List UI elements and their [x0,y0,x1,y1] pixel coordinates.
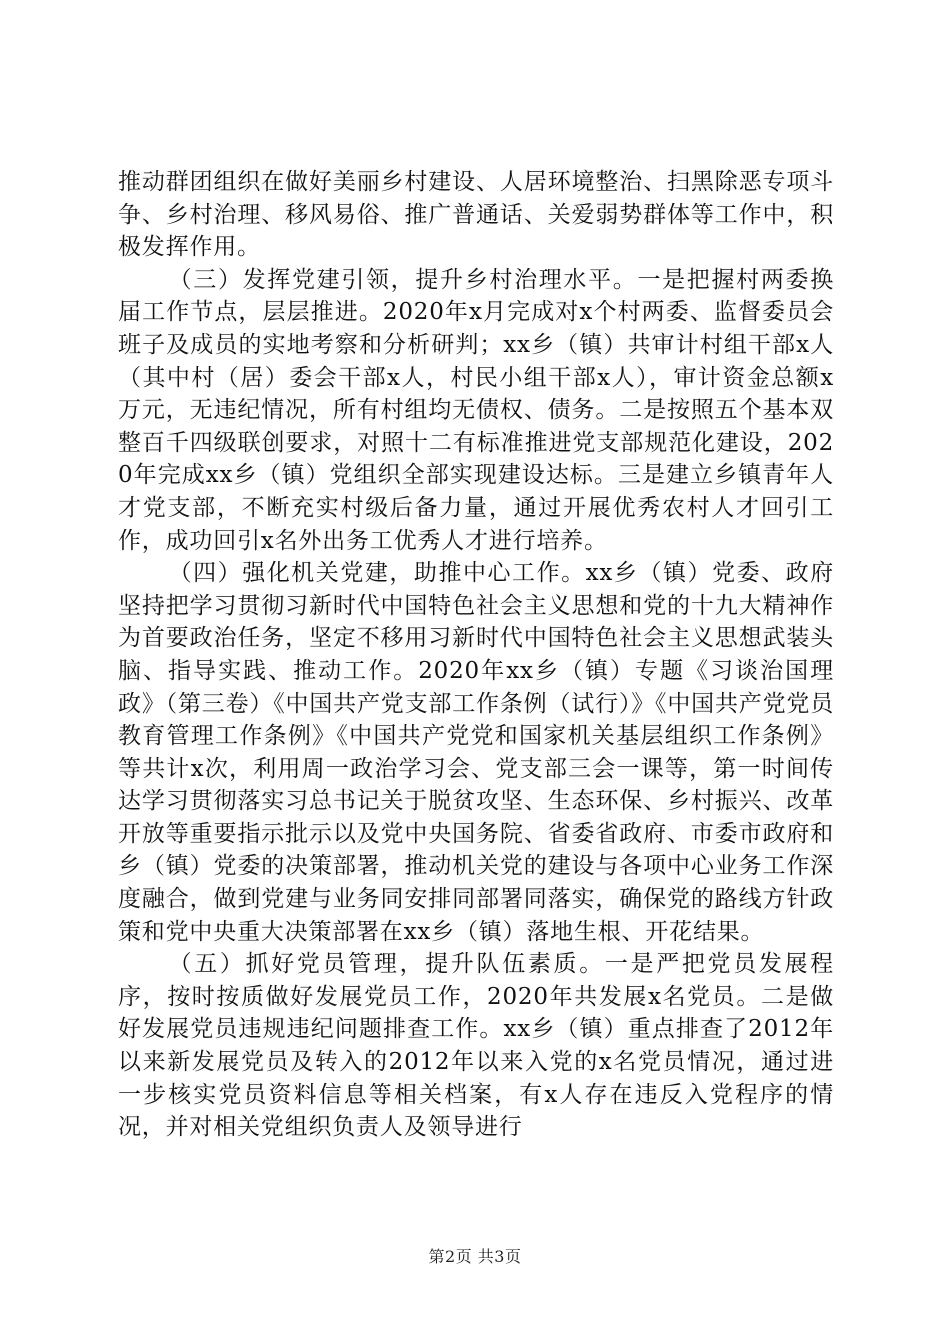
paragraph-2: （三）发挥党建引领，提升乡村治理水平。一是把握村两委换届工作节点，层层推进。2020年x月完成对x个村两委、监督委员会班子及成员的实地考察和分析研判；xx乡（镇）共审计村组干部x人（其中村（居）委会干部x人，村民小组干部x人），审计资金总额x万元，无违纪情况，所有村组均无债权、债务。二是按照五个基本双整百千四级联创要求，对照十二有标准推进党支部规范化建设，2020年完成xx乡（镇）党组织全部实现建设达标。三是建立乡镇青年人才党支部，不断充实村级后备力量，通过开展优秀农村人才回引工作，成功回引x名外出务工优秀人才进行培养。 [118,266,834,554]
paragraph-1: 推动群团组织在做好美丽乡村建设、人居环境整治、扫黑除恶专项斗争、乡村治理、移风易俗、推广普通话、关爱弱势群体等工作中，积极发挥作用。 [118,169,834,261]
document-body [118,166,834,1144]
paragraph-3: （四）强化机关党建，助推中心工作。xx乡（镇）党委、政府坚持把学习贯彻习新时代中国特色社会主义思想和党的十九大精神作为首要政治任务，坚定不移用习新时代中国特色社会主义思想武装头脑、指导实践、推动工作。2020年xx乡（镇）专题《习谈治国理政》（第三卷）《中国共产党支部工作条例（试行）》《中国共产党党员教育管理工作条例》《中国共产党党和国家机关基层组织工作条例》等共计x次，利用周一政治学习会、党支部三会一课等，第一时间传达学习贯彻落实习总书记关于脱贫攻坚、生态环保、乡村振兴、改革开放等重要指示批示以及党中央国务院、省委省政府、市委市政府和乡（镇）党委的决策部署，推动机关党的建设与各项中心业务工作深度融合，做到党建与业务同安排同部署同落实，确保党的路线方针政策和党中央重大决策部署在xx乡（镇）落地生根、开花结果。 [118,560,834,945]
page-number-label: 第2页 共3页 [428,1247,522,1266]
page-footer [0,1246,950,1268]
paragraph-4: （五）抓好党员管理，提升队伍素质。一是严把党员发展程序，按时按质做好发展党员工作，2020年共发展x名党员。二是做好发展党员违规违纪问题排查工作。xx乡（镇）重点排查了2012年以来新发展党员及转入的2012年以来入党的x名党员情况，通过进一步核实党员资料信息等相关档案，有x人存在违反入党程序的情况，并对相关党组织负责人及领导进行 [118,951,834,1141]
